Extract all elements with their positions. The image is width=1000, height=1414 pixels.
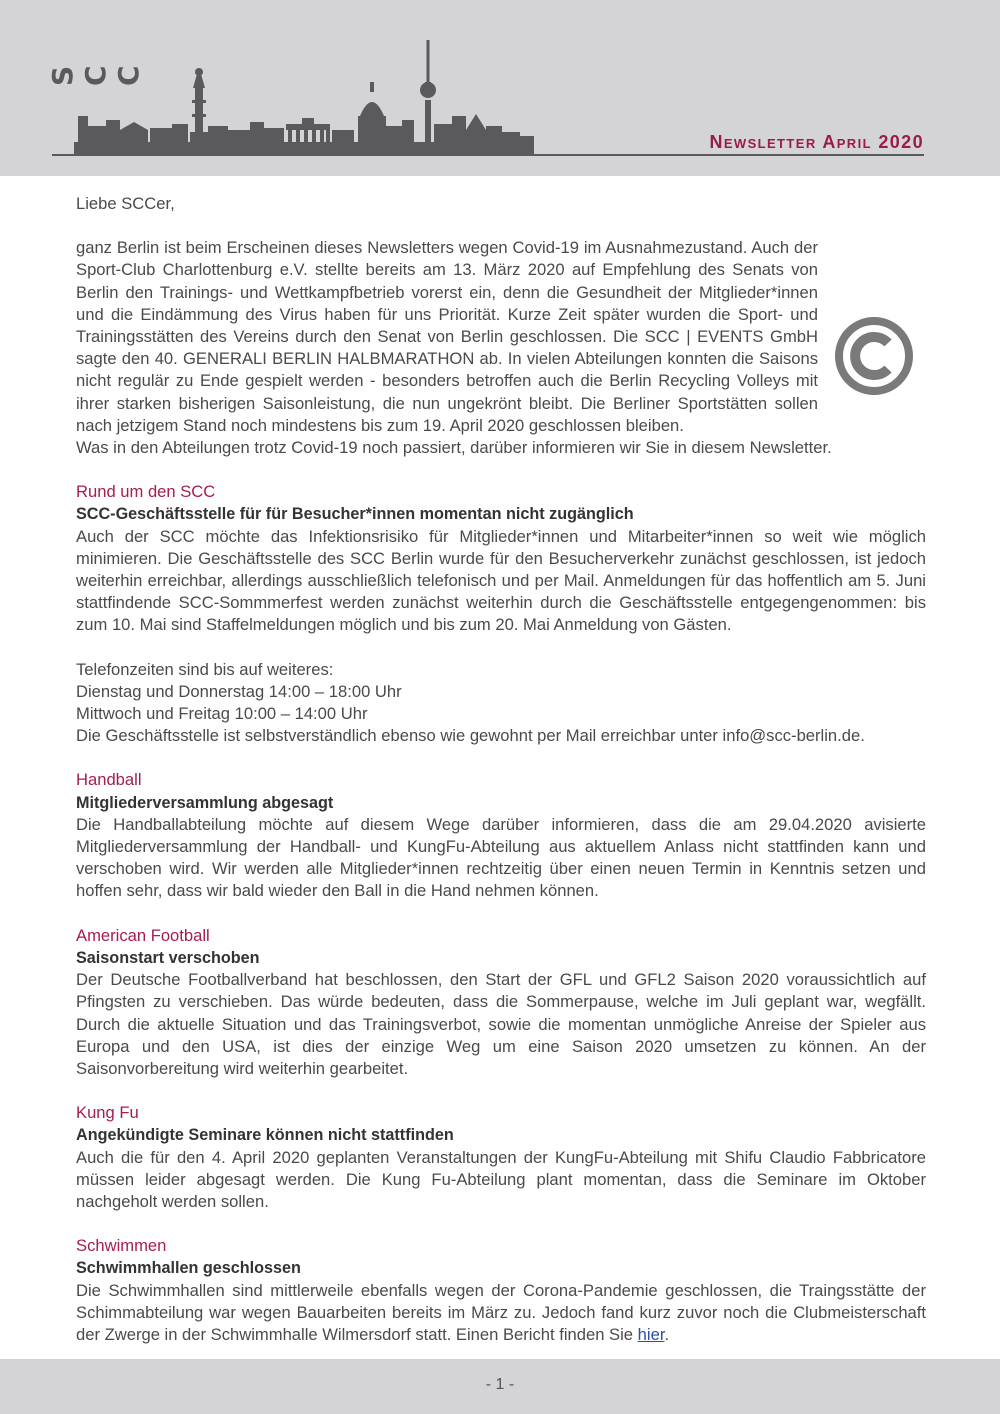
section-title: Kung Fu <box>76 1103 139 1123</box>
section-body: Auch der SCC möchte das Infektionsrisiko für Mitglieder*innen und Mitarbeiter*innen so weit wie möglich minimieren. Die Geschäftsstelle des SCC Berlin wurde für den Besucherverkehr zunächst geschlossen, ist jedoch weiterhin erreichbar, allerdings ausschließlich telefonisch und per Mail. Anmeldungen für das hoffentlich am 5. Juni stattfindende SCC-Sommmerfest werden zunächst weiterhin durch die Geschäftsstelle entgegengenommen: bis zum 10. Mai sind Staffelmeldungen möglich und bis zum 20. Mai Anmeldung von Gästen. <box>76 526 926 635</box>
hours-line: Mittwoch und Freitag 10:00 – 14:00 Uhr <box>76 704 368 724</box>
section-body: Der Deutsche Footballverband hat beschlossen, den Start der GFL und GFL2 Saison 2020 voraussichtlich auf Pfingsten zu verschieben. Das würde bedeuten, dass die Sommerpause, welche im Juli geplant war, wegfällt. Durch die aktuelle Situation und das Trainingsverbot, sowie die momentan unmögliche Anreise der Spieler aus Europa und den USA, ist dies der einzige Weg um eine Saison 2020 umsetzen zu können. An der Saisonvorbereitung wird weiterhin gearbeitet. <box>76 970 926 1078</box>
section-american-football <box>76 925 926 1080</box>
section-body-end: . <box>664 1324 670 1344</box>
page-header <box>0 0 1000 176</box>
section-body: Die Handballabteilung möchte auf diesem Wege darüber informieren, dass die am 29.04.2020 avisierte Mitgliederversammlung der Handball- und KungFu-Abteilung aus aktuellem Anlass nicht stattfinden kann und verschoben wird. Wir werden alle Mitglieder*innen rechtzeitig über einen neuen Termin in Kenntnis setzen und hoffen sehr, dass wir bald wieder den Ball in die Hand nehmen können. <box>76 814 926 901</box>
section-kung-fu <box>76 1102 926 1213</box>
section-title: Schwimmen <box>76 1236 167 1256</box>
section-body-text: Die Schwimmhallen sind mittlerweile ebenfalls wegen der Corona-Pandemie geschlossen, die Traingsstätte der Schimmabteilung war wegen Bauarbeiten bereits im März zu. Jedoch fand kurz zuvor noch die Clubmeisterschaft der Zwerge in der Schwimmhalle Wilmersdorf statt. Einen Bericht finden Sie <box>76 1280 926 1344</box>
section-title: American Football <box>76 925 210 945</box>
mail-line: Die Geschäftsstelle ist selbstverständlich ebenso wie gewohnt per Mail erreichbar unter info@scc-berlin.de. <box>76 726 865 746</box>
section-body: Auch die für den 4. April 2020 geplanten Veranstaltungen der KungFu-Abteilung mit Shifu Claudio Fabbricatore müssen leider abgesagt werden. Die Kung Fu-Abteilung plant momentan, dass die Seminare im Oktober nachgeholt werden sollen. <box>76 1147 926 1211</box>
newsletter-title: Newsletter April 2020 <box>709 132 924 152</box>
section-swimming <box>76 1235 926 1346</box>
page-number: - 1 - <box>485 1376 515 1393</box>
section-subtitle: Saisonstart verschoben <box>76 948 260 967</box>
section-handball <box>76 769 926 902</box>
phone-hours <box>76 659 926 748</box>
berlin-skyline-icon <box>74 30 534 160</box>
section-subtitle: SCC-Geschäftsstelle für für Besucher*innen momentan nicht zugänglich <box>76 505 634 524</box>
section-scc <box>76 481 926 747</box>
newsletter-body <box>76 193 926 1346</box>
greeting: Liebe SCCer, <box>76 194 175 213</box>
section-title: Handball <box>76 770 142 790</box>
scc-logo-icon: SCC <box>46 68 145 86</box>
intro-closing: Was in den Abteilungen trotz Covid-19 noch passiert, darüber informieren wir Sie in diesem Newsletter. <box>76 438 832 458</box>
section-title: Rund um den SCC <box>76 482 216 502</box>
report-link[interactable]: hier <box>637 1324 665 1344</box>
intro-text: ganz Berlin ist beim Erscheinen dieses Newsletters wegen Covid-19 im Ausnahmezustand. Auch der Sport-Club Charlottenburg e.V. stellte bereits am 13. März 2020 auf Empfehlung des Senats von Berlin den Trainings- und Wettkampfbetrieb vorerst ein, denn die Gesundheit der Mitglieder*innen und die Eindämmung des Virus haben für uns Priorität. Kurze Zeit später wurden die Sport- und Trainingsstätten des Vereins durch den Senat von Berlin geschlossen. Die SCC | EVENTS GmbH sagte den 40. GENERALI BERLIN HALBMARATHON ab. In vielen Abteilungen konnten die Saisons nicht regulär zu Ende gespielt werden - besonders betroffen auch die Berlin Recycling Volleys mit ihrer starken bisherigen Saisonleistung, die nun ungekrönt bleibt. Die Berliner Sportstätten sollen nach jetzigem Stand noch mindestens bis zum 19. April 2020 geschlossen bleiben. <box>76 238 818 435</box>
section-subtitle: Angekündigte Seminare können nicht stattfinden <box>76 1126 454 1145</box>
header-divider <box>52 154 924 156</box>
section-subtitle: Schwimmhallen geschlossen <box>76 1259 301 1278</box>
section-body <box>76 1280 926 1347</box>
intro-block <box>76 237 818 437</box>
hours-line: Dienstag und Donnerstag 14:00 – 18:00 Uhr <box>76 681 402 701</box>
hours-intro: Telefonzeiten sind bis auf weiteres: <box>76 659 334 679</box>
section-subtitle: Mitgliederversammlung abgesagt <box>76 793 334 812</box>
